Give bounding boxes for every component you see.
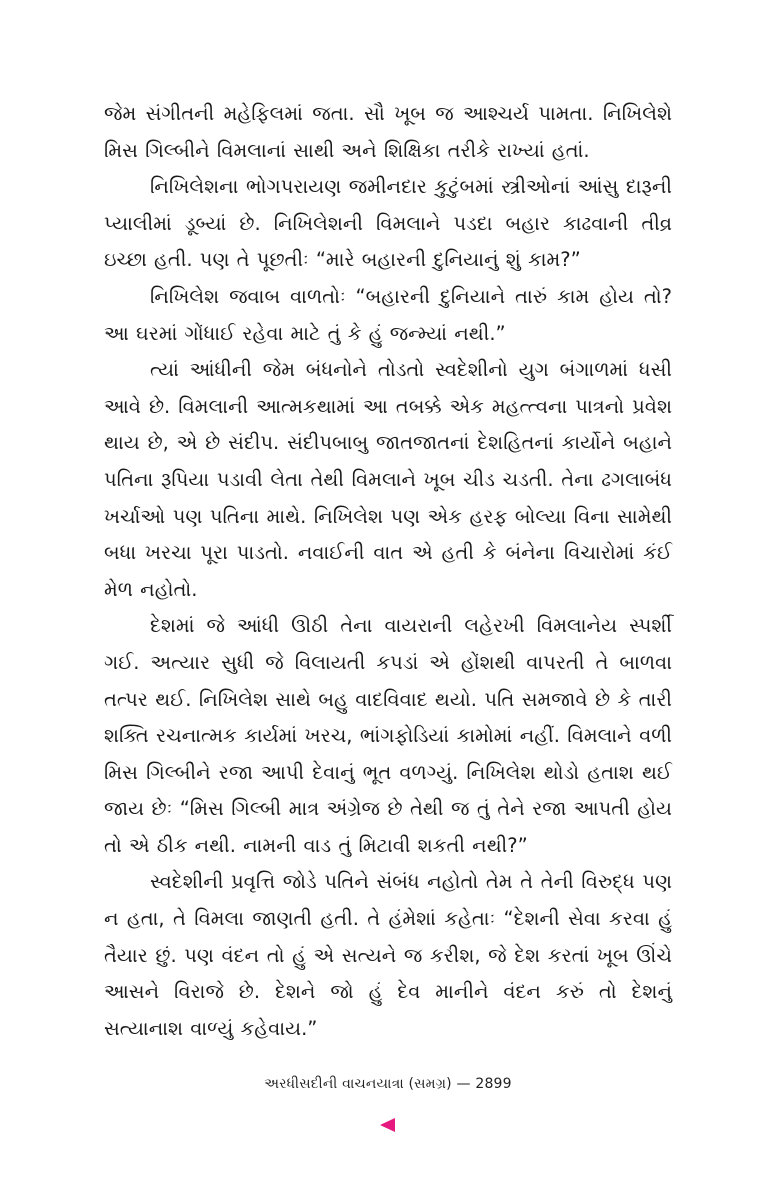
paragraph-5: દેશમાં જે આંધી ઊઠી તેના વાયરાની લહેરખી વિમલાનેય સ્પર્શી ગઈ. અત્યાર સુધી જે વિલાયતી કપડાં એ હોંશથી વાપરતી તે બાળવા તત્પર થઈ. નિખિલેશ સાથે બહુ વાદવિવાદ થયો. પતિ સમજાવે છે કે તારી શક્તિ રચનાત્મક કાર્યમાં ખરચ, ભાંગફોડિયાં કામોમાં નહીં. વિમલાને વળી મિસ ગિલ્બીને રજા આપી દેવાનું ભૂત વળગ્યું. નિખિલેશ થોડો હતાશ થઈ જાય છેઃ “મિસ ગિલ્બી માત્ર અંગ્રેજ છે તેથી જ તું તેને રજા આપતી હોય તો એ ઠીક નથી. નામની વાડ તું મિટાવી શકતી નથી?” (104, 614, 672, 857)
paragraph-6: સ્વદેશીની પ્રવૃત્તિ જોડે પતિને સંબંધ નહોતો તેમ તે તેની વિરુદ્ધ પણ ન હતા, તે વિમલા જાણતી હતી. તે હંમેશાં કહેતાઃ “દેશની સેવા કરવા હું તૈયાર છું. પણ વંદન તો હું એ સત્યને જ કરીશ, જે દેશ કરતાં ખૂબ ઊંચે આસને વિરાજે છે. દેશને જો હું દેવ માનીને વંદન કરું તો દેશનું સત્યાનાશ વાળ્યું કહેવાય.” (104, 870, 672, 1040)
page-footer: અરધીસદીની વાચનયાત્રા (સમગ્ર) — 2899 (264, 1076, 512, 1092)
paragraph-2: નિખિલેશના ભોગપરાયણ જમીનદાર કુટુંબમાં સ્ત્રીઓનાં આંસુ દારૂની પ્યાલીમાં ડૂબ્યાં છે. નિખિલેશની વિમલાને પડદા બહાર કાઢવાની તીવ્ર ઇચ્છા હતી. પણ તે પૂછતીઃ “મારે બહારની દુનિયાનું શું કામ?” (104, 175, 672, 272)
paragraph-3: નિખિલેશ જવાબ વાળતોઃ “બહારની દુનિયાને તારું કામ હોય તો? આ ઘરમાં ગોંધાઈ રહેવા માટે તું કે હું જન્મ્યાં નથી.” (104, 284, 672, 345)
paragraph-continuation: જેમ સંગીતની મહેફિલમાં જતા. સૌ ખૂબ જ આશ્ચર્ય પામતા. નિખિલેશે મિસ ગિલ્બીને વિમલાનાં સાથી અને શિક્ષિકા તરીકે રાખ્યાં હતાં. (104, 102, 672, 162)
page-body (104, 96, 672, 1047)
paragraph-4: ત્યાં આંધીની જેમ બંધનોને તોડતો સ્વદેશીનો યુગ બંગાળમાં ધસી આવે છે. વિમલાની આત્મકથામાં આ તબક્કે એક મહત્ત્વના પાત્રનો પ્રવેશ થાય છે, એ છે સંદીપ. સંદીપબાબુ જાતજાતનાં દેશહિતનાં કાર્યોને બહાને પતિના રૂપિયા પડાવી લેતા તેથી વિમલાને ખૂબ ચીડ ચડતી. તેના ઢગલાબંધ ખર્ચાઓ પણ પતિના માથે. નિખિલેશ પણ એક હરફ બોલ્યા વિના સામેથી બધા ખરચા પૂરા પાડતો. નવાઈની વાત એ હતી કે બંનેના વિચારોમાં કંઈ મેળ નહોતો. (104, 358, 672, 601)
previous-page-arrow-icon[interactable] (380, 1118, 395, 1132)
